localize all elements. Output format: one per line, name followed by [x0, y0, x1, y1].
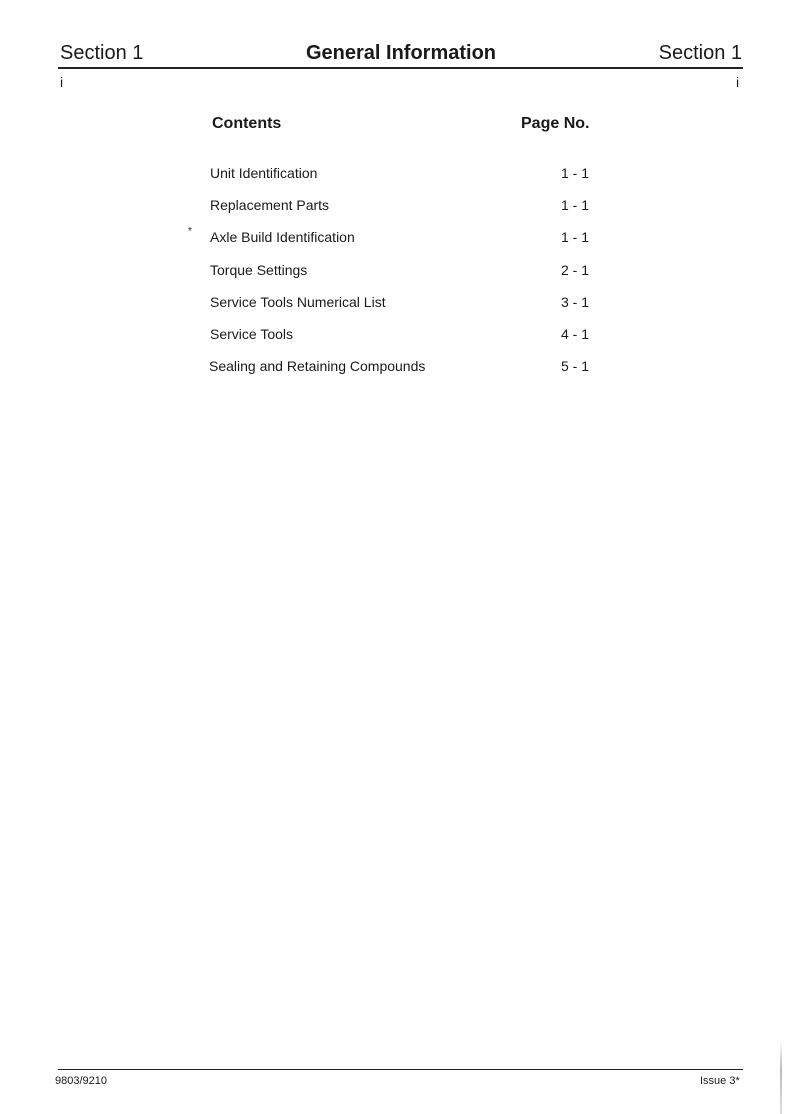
toc-item-axle-build-identification	[180, 226, 610, 249]
toc-item-sealing-and-retaining-compounds	[180, 358, 610, 378]
document-number: 9803/9210	[55, 1075, 107, 1087]
toc-item-page: 1 - 1	[561, 197, 590, 213]
toc-item-title: Sealing and Retaining Compounds	[209, 358, 426, 374]
header-divider	[58, 67, 743, 69]
toc-item-title: Unit Identification	[210, 165, 318, 181]
toc-item-service-tools-numerical-list	[180, 294, 610, 314]
toc-item-page: 2 - 1	[561, 262, 590, 278]
toc-item-title: Torque Settings	[210, 262, 308, 278]
issue-number: Issue 3*	[700, 1075, 740, 1087]
scan-edge-artifact	[780, 1040, 782, 1114]
toc-item-title: Service Tools Numerical List	[210, 294, 386, 310]
toc-item-page: 4 - 1	[561, 326, 590, 342]
toc-item-unit-identification	[180, 165, 610, 185]
page-number-heading: Page No.	[521, 115, 590, 132]
header-section-right: Section 1	[658, 42, 742, 64]
footer-divider	[58, 1069, 743, 1070]
header-section-left: Section 1	[60, 42, 144, 64]
toc-item-title: Service Tools	[210, 326, 294, 342]
toc-item-page: 5 - 1	[561, 358, 590, 374]
page-number-right: i	[736, 74, 740, 90]
toc-item-title: Replacement Parts	[210, 197, 330, 213]
toc-item-title: Axle Build Identification	[210, 229, 355, 245]
page-header	[60, 40, 742, 70]
revision-marker: *	[188, 226, 192, 237]
page-number-left: i	[60, 74, 64, 90]
header-title: General Information	[305, 42, 497, 64]
toc-item-page: 1 - 1	[561, 229, 590, 245]
toc-item-replacement-parts	[180, 197, 610, 217]
toc-item-service-tools	[180, 326, 610, 346]
toc-item-torque-settings	[180, 262, 610, 282]
toc-item-page: 3 - 1	[561, 294, 590, 310]
toc-item-page: 1 - 1	[561, 165, 590, 181]
contents-heading: Contents	[212, 115, 282, 132]
